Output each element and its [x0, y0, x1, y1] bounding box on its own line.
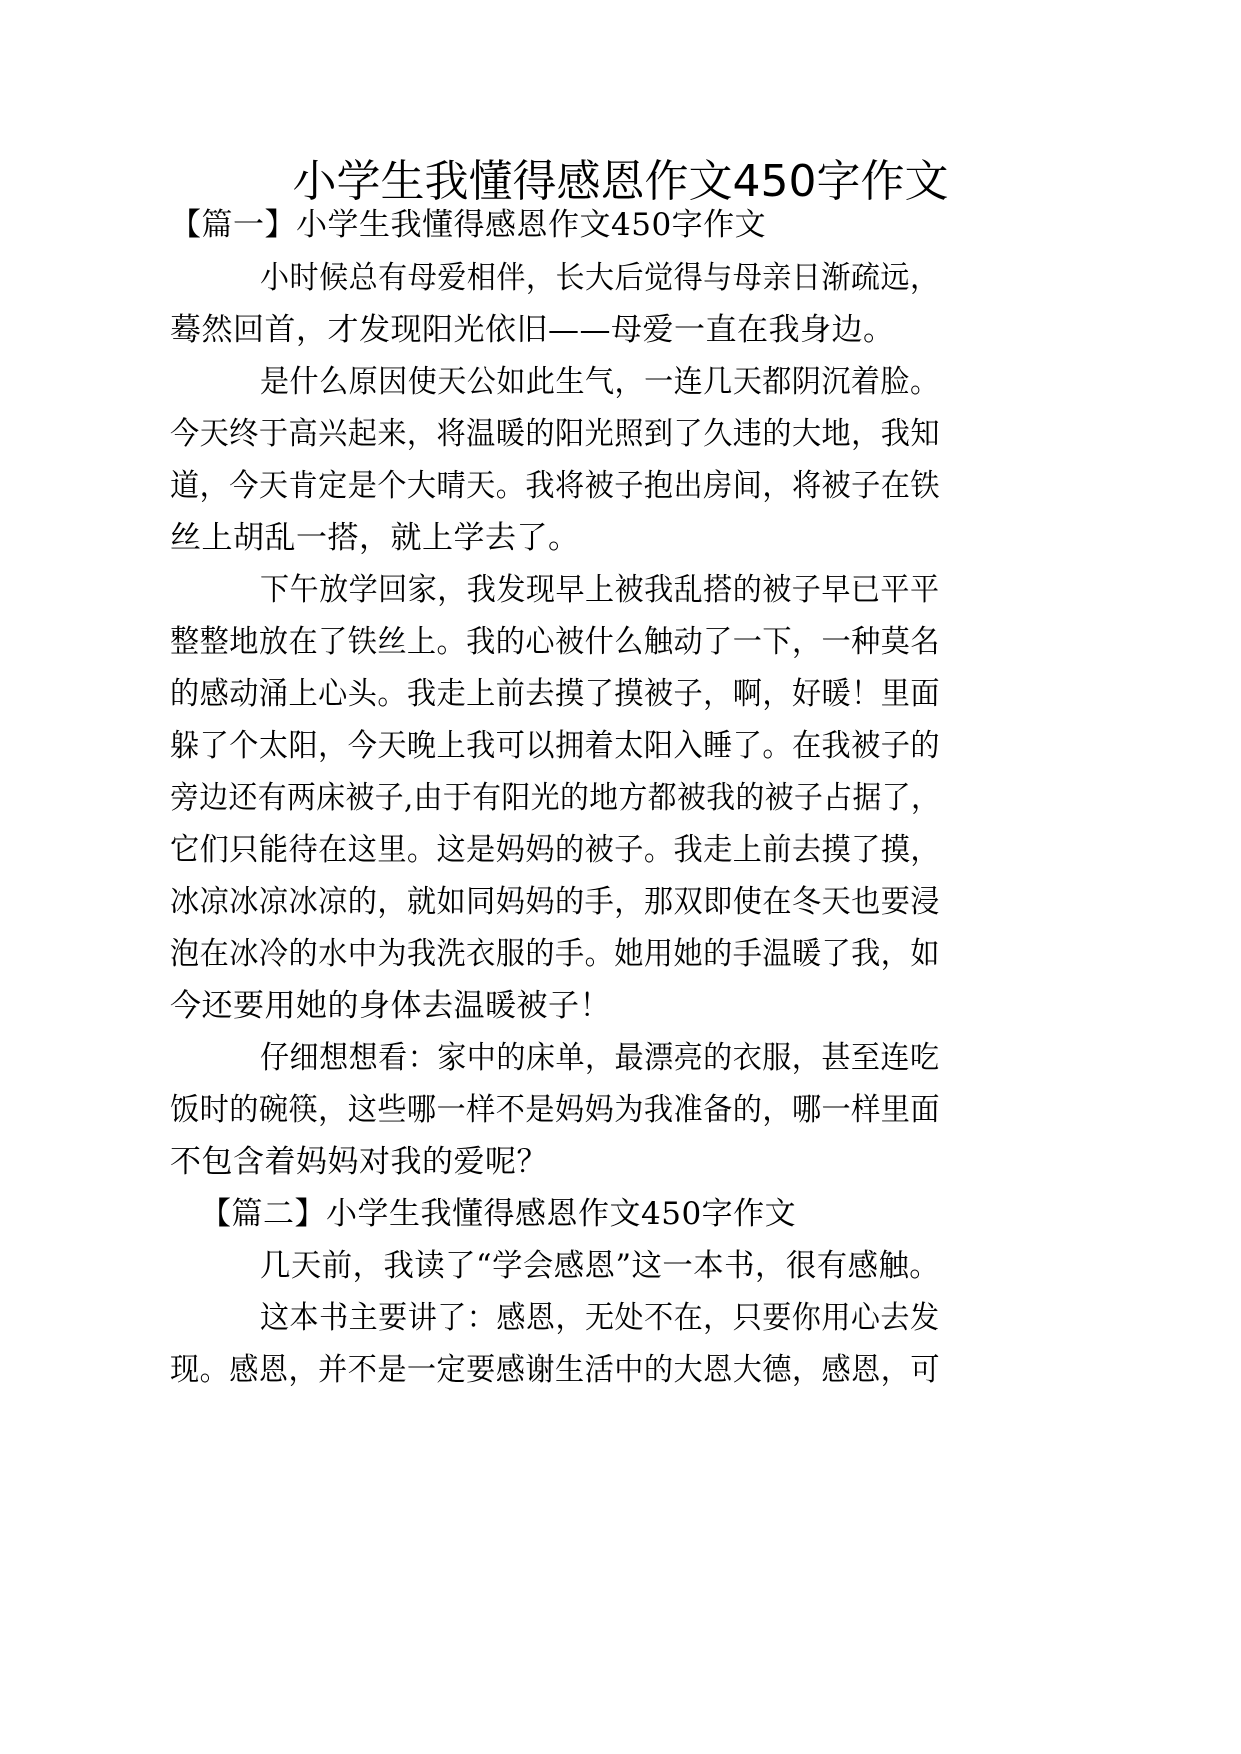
- paragraph-line: 是什么原因使天公如此生气，一连几天都阴沉着脸。: [260, 364, 940, 400]
- section2-heading: 【篇二】小学生我懂得感恩作文450字作文: [200, 1196, 797, 1232]
- paragraph-line: 仔细想想看：家中的床单，最漂亮的衣服，甚至连吃: [260, 1040, 940, 1076]
- paragraph-line: 泡在冰冷的水中为我洗衣服的手。她用她的手温暖了我，如: [170, 936, 941, 972]
- document-title: 小学生我懂得感恩作文450字作文: [292, 156, 949, 207]
- paragraph-line: 不包含着妈妈对我的爱呢？: [170, 1144, 548, 1180]
- paragraph-line: 小时候总有母爱相伴，长大后觉得与母亲日渐疏远，: [260, 260, 940, 296]
- paragraph-line: 蓦然回首，才发现阳光依旧——母爱一直在我身边。: [170, 312, 895, 348]
- paragraph-line: 几天前，我读了“学会感恩”这一本书，很有感触。: [260, 1248, 941, 1284]
- paragraph-line: 今还要用她的身体去温暖被子！: [170, 988, 611, 1024]
- paragraph-line: 今天终于高兴起来，将温暖的阳光照到了久违的大地，我知: [170, 416, 941, 452]
- paragraph-line: 丝上胡乱一搭，就上学去了。: [170, 520, 580, 556]
- paragraph-line: 的感动涌上心头。我走上前去摸了摸被子，啊，好暖！里面: [170, 676, 941, 712]
- paragraph-line: 整整地放在了铁丝上。我的心被什么触动了一下，一种莫名: [170, 624, 941, 660]
- section1-heading: 【篇一】小学生我懂得感恩作文450字作文: [170, 207, 767, 243]
- paragraph-line: 旁边还有两床被子,由于有阳光的地方都被我的被子占据了，: [170, 780, 941, 816]
- paragraph-line: 现。感恩，并不是一定要感谢生活中的大恩大德，感恩，可: [170, 1352, 941, 1388]
- paragraph-line: 下午放学回家，我发现早上被我乱搭的被子早已平平: [260, 572, 940, 608]
- paragraph-line: 它们只能待在这里。这是妈妈的被子。我走上前去摸了摸，: [170, 832, 941, 868]
- paragraph-line: 躲了个太阳，今天晚上我可以拥着太阳入睡了。在我被子的: [170, 728, 941, 764]
- paragraph-line: 道，今天肯定是个大晴天。我将被子抱出房间，将被子在铁: [170, 468, 941, 504]
- paragraph-line: 冰凉冰凉冰凉的，就如同妈妈的手，那双即使在冬天也要浸: [170, 884, 941, 920]
- paragraph-line: 这本书主要讲了：感恩，无处不在，只要你用心去发: [260, 1300, 940, 1336]
- paragraph-line: 饭时的碗筷，这些哪一样不是妈妈为我准备的，哪一样里面: [170, 1092, 941, 1128]
